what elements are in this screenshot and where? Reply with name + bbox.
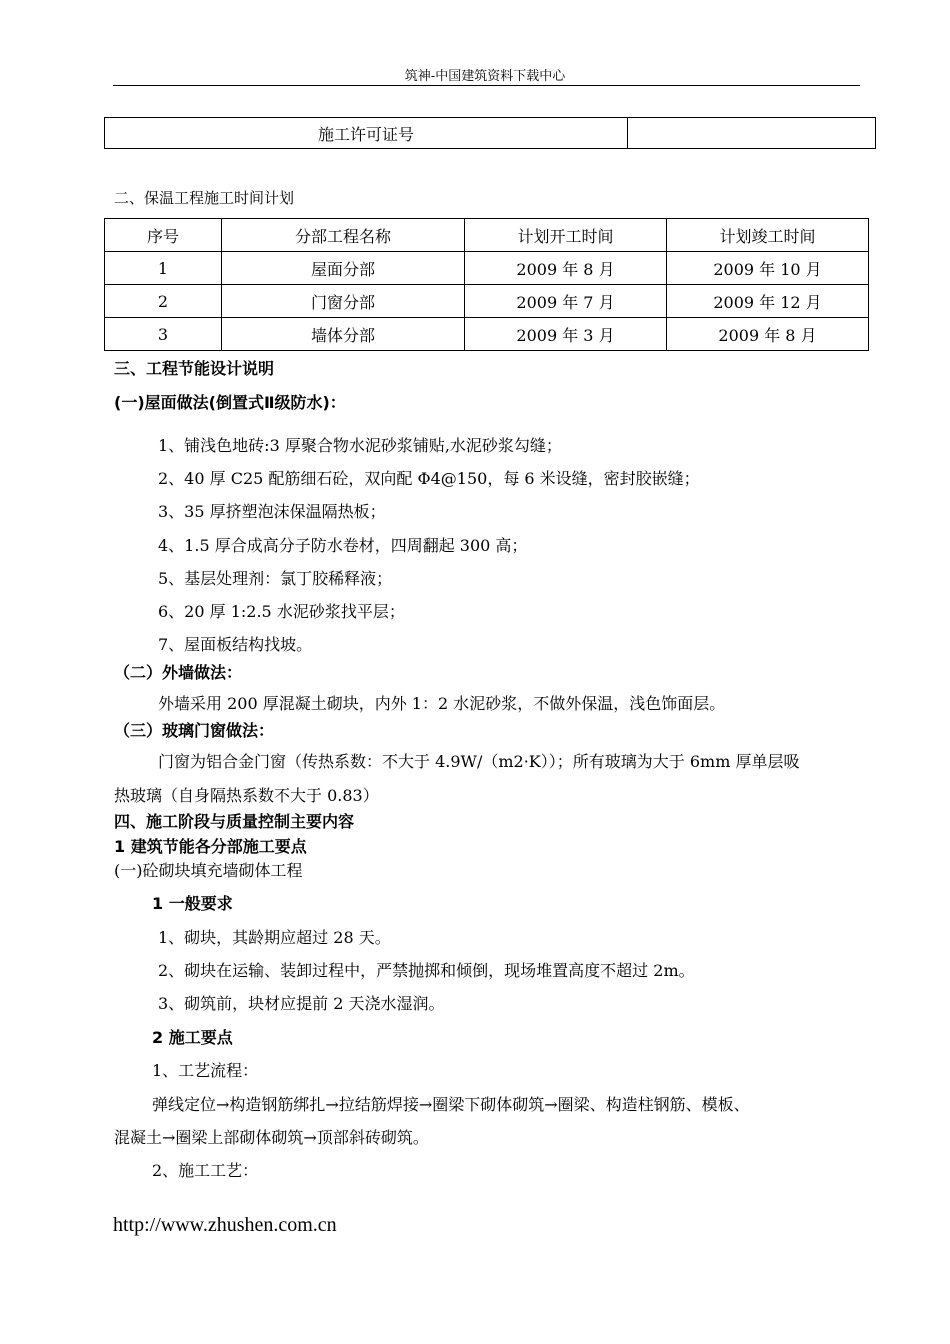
table-cell: 2009 年 3 月 bbox=[465, 318, 667, 351]
process-label: 1、工艺流程： bbox=[152, 1061, 259, 1080]
roof-item-5: 5、基层处理剂：氯丁胶稀释液； bbox=[158, 569, 393, 588]
roof-item-7: 7、屋面板结构找坡。 bbox=[158, 635, 313, 654]
window-method-text-2: 热玻璃（自身隔热系数不大于 0.83） bbox=[114, 786, 379, 805]
table-cell: 3 bbox=[105, 318, 222, 351]
table-row bbox=[105, 118, 876, 149]
process-text-1: 弹线定位→构造钢筋绑扎→拉结筋焊接→圈梁下砌体砌筑→圈梁、构造柱钢筋、模板、 bbox=[152, 1095, 750, 1114]
permit-label: 施工许可证号 bbox=[105, 118, 628, 149]
table-row bbox=[105, 285, 869, 318]
window-method-text-1: 门窗为铝合金门窗（传热系数：不大于 4.9W/（m2·K））；所有玻璃为大于 6mm 厚单层吸 bbox=[158, 752, 800, 771]
header-divider bbox=[113, 85, 860, 86]
schedule-table bbox=[104, 218, 869, 351]
table-cell: 墙体分部 bbox=[222, 318, 465, 351]
table-cell: 2009 年 8 月 bbox=[667, 318, 869, 351]
table-cell: 2009 年 8 月 bbox=[465, 252, 667, 285]
section4-sub1: 1 建筑节能各分部施工要点 bbox=[114, 837, 307, 856]
section4-sub1a: (一)砼砌块填充墙砌体工程 bbox=[114, 861, 303, 880]
table-cell: 2009 年 7 月 bbox=[465, 285, 667, 318]
table-cell: 2009 年 12 月 bbox=[667, 285, 869, 318]
section4-title: 四、施工阶段与质量控制主要内容 bbox=[114, 812, 355, 831]
table-row bbox=[105, 318, 869, 351]
permit-table bbox=[104, 117, 876, 149]
footer-url: http://www.zhushen.com.cn bbox=[113, 1214, 337, 1236]
table-cell: 屋面分部 bbox=[222, 252, 465, 285]
page-header-title: 筑神-中国建筑资料下载中心 bbox=[404, 69, 566, 84]
general-item-1: 1、砌块，其龄期应超过 28 天。 bbox=[158, 928, 391, 947]
craft-label: 2、施工工艺： bbox=[152, 1161, 259, 1180]
general-requirements-title: 1 一般要求 bbox=[152, 894, 233, 913]
roof-item-1: 1、铺浅色地砖:3 厚聚合物水泥砂浆铺贴,水泥砂浆勾缝； bbox=[158, 436, 562, 455]
roof-item-2: 2、40 厚 C25 配筋细石砼，双向配 Φ4@150，每 6 米设缝，密封胶嵌缝； bbox=[158, 469, 700, 488]
table-cell: 2 bbox=[105, 285, 222, 318]
roof-item-6: 6、20 厚 1:2.5 水泥砂浆找平层； bbox=[158, 602, 405, 621]
column-header: 分部工程名称 bbox=[222, 219, 465, 252]
construction-points-title: 2 施工要点 bbox=[152, 1028, 233, 1047]
column-header: 序号 bbox=[105, 219, 222, 252]
table-cell: 门窗分部 bbox=[222, 285, 465, 318]
column-header: 计划开工时间 bbox=[465, 219, 667, 252]
table-cell: 1 bbox=[105, 252, 222, 285]
wall-method-title: （二）外墙做法： bbox=[114, 663, 243, 682]
general-item-3: 3、砌筑前，块材应提前 2 天浇水湿润。 bbox=[158, 994, 445, 1013]
permit-value bbox=[628, 118, 876, 149]
process-text-2: 混凝土→圈梁上部砌体砌筑→顶部斜砖砌筑。 bbox=[114, 1128, 429, 1147]
window-method-title: （三）玻璃门窗做法： bbox=[114, 721, 275, 740]
general-item-2: 2、砌块在运输、装卸过程中，严禁抛掷和倾倒，现场堆置高度不超过 2m。 bbox=[158, 961, 695, 980]
wall-method-text: 外墙采用 200 厚混凝土砌块，内外 1：2 水泥砂浆，不做外保温，浅色饰面层。 bbox=[158, 694, 726, 713]
roof-item-3: 3、35 厚挤塑泡沫保温隔热板； bbox=[158, 502, 386, 521]
table-row bbox=[105, 252, 869, 285]
roof-method-title: (一)屋面做法(倒置式Ⅱ级防水)： bbox=[114, 393, 346, 412]
column-header: 计划竣工时间 bbox=[667, 219, 869, 252]
table-header-row bbox=[105, 219, 869, 252]
table-cell: 2009 年 10 月 bbox=[667, 252, 869, 285]
section3-title: 三、工程节能设计说明 bbox=[114, 359, 275, 378]
roof-item-4: 4、1.5 厚合成高分子防水卷材，四周翻起 300 高； bbox=[158, 536, 528, 555]
schedule-caption: 二、保温工程施工时间计划 bbox=[114, 189, 295, 207]
